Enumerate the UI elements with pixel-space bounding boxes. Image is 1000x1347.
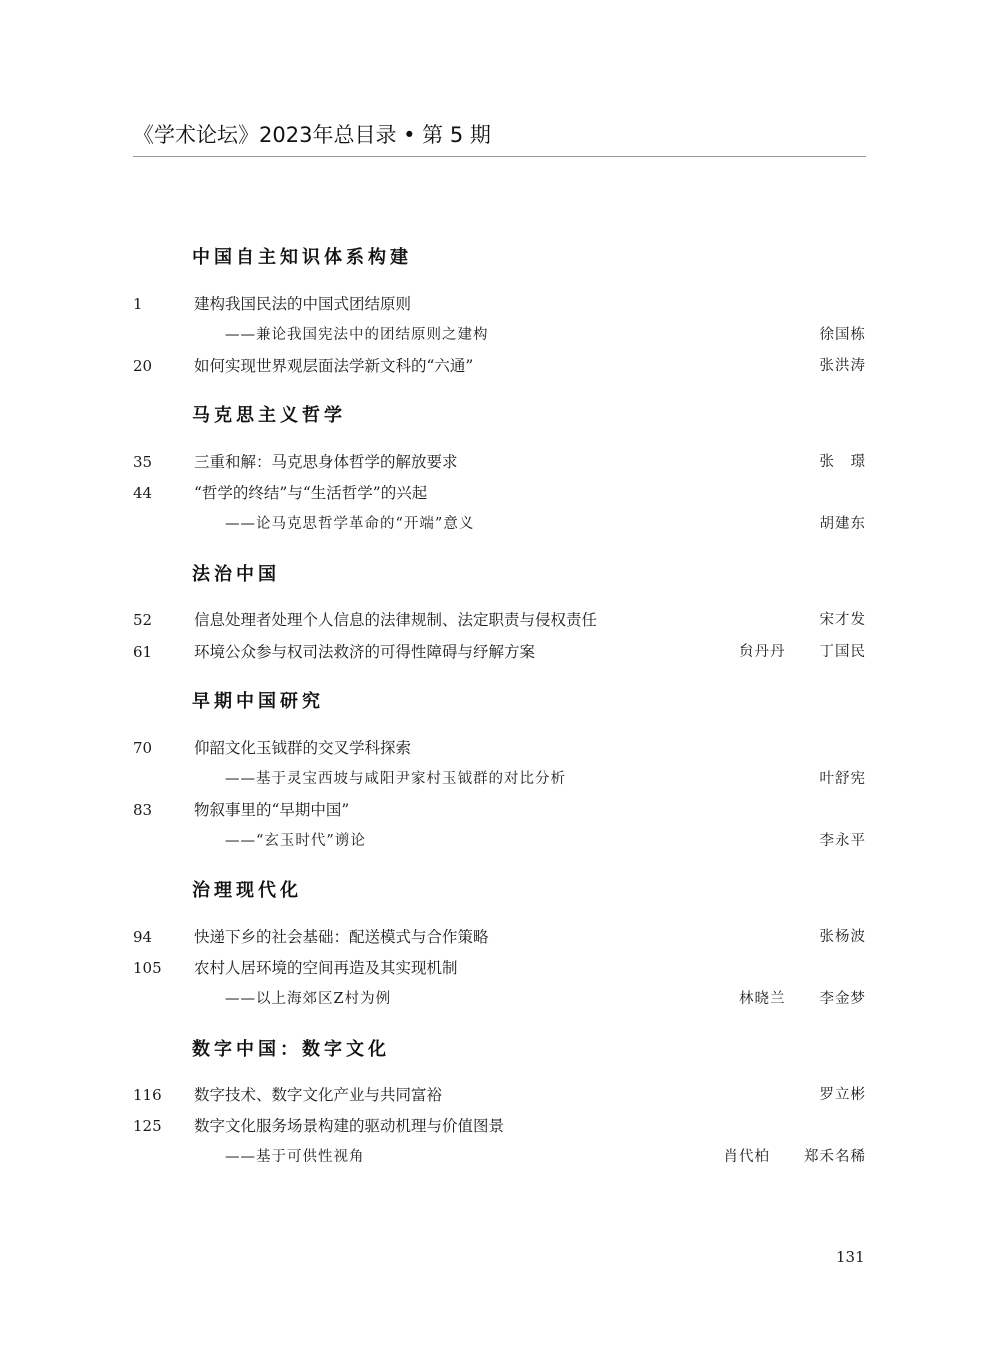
toc-entry-subtitle-row — [133, 829, 866, 853]
entry-page-number: 105 — [133, 959, 162, 977]
entry-authors — [820, 450, 867, 474]
running-header — [133, 120, 866, 157]
toc-entry — [133, 736, 866, 760]
toc-entry — [133, 798, 866, 822]
author-name: 李金梦 — [819, 991, 866, 1007]
entry-authors — [820, 323, 867, 347]
entry-subtitle: ——兼论我国宪法中的团结原则之建构 — [225, 327, 489, 343]
entry-title: 数字技术、数字文化产业与共同富裕 — [194, 1086, 443, 1104]
entry-page-number: 61 — [133, 643, 153, 661]
author-name: 张 璟 — [819, 454, 866, 470]
toc-entry — [133, 481, 866, 505]
author-name: 李永平 — [819, 833, 866, 849]
entry-subtitle: ——“玄玉时代”谫论 — [225, 833, 366, 849]
entry-page-number: 35 — [133, 453, 153, 471]
entry-title: 物叙事里的“早期中国” — [194, 801, 350, 819]
toc-entry — [133, 450, 866, 474]
section-title: 法治中国 — [192, 564, 280, 585]
author-name: 罗立彬 — [819, 1087, 866, 1103]
toc-entry — [133, 292, 866, 316]
entry-authors — [820, 608, 867, 632]
section-title: 早期中国研究 — [192, 691, 324, 712]
entry-subtitle: ——论马克思哲学革命的“开端”意义 — [225, 516, 475, 532]
entry-title: 数字文化服务场景构建的驱动机理与价值图景 — [194, 1117, 505, 1135]
toc-entry — [133, 956, 866, 980]
author-name: 叶舒宪 — [819, 771, 866, 787]
entry-page-number: 20 — [133, 357, 153, 375]
entry-title: “哲学的终结”与“生活哲学”的兴起 — [194, 484, 428, 502]
entry-page-number: 83 — [133, 801, 153, 819]
section-title: 治理现代化 — [192, 880, 302, 901]
entry-title: 农村人居环境的空间再造及其实现机制 — [194, 959, 458, 977]
author-name: 徐国栋 — [819, 327, 866, 343]
entry-authors — [820, 925, 867, 949]
entry-page-number: 1 — [133, 295, 143, 313]
author-name: 林晓兰 — [739, 991, 786, 1007]
toc-entry-subtitle-row — [133, 323, 866, 347]
entry-authors — [739, 640, 866, 664]
toc-entry-subtitle-row — [133, 987, 866, 1011]
entry-title: 仰韶文化玉钺群的交叉学科探索 — [194, 739, 412, 757]
section-title: 中国自主知识体系构建 — [192, 247, 412, 268]
entry-page-number: 44 — [133, 484, 153, 502]
entry-authors — [820, 354, 867, 378]
author-name: 胡建东 — [819, 516, 866, 532]
author-name: 贠丹丹 — [739, 644, 786, 660]
toc-entry — [133, 354, 866, 378]
entry-subtitle: ——以上海郊区Z村为例 — [225, 991, 392, 1007]
entry-page-number: 116 — [133, 1086, 162, 1104]
author-name: 丁国民 — [819, 644, 866, 660]
author-name: 张洪涛 — [819, 358, 866, 374]
entry-page-number: 94 — [133, 928, 153, 946]
toc-entry — [133, 1083, 866, 1107]
entry-authors — [820, 767, 867, 791]
page-number: 131 — [836, 1248, 865, 1266]
entry-authors — [820, 512, 867, 536]
author-name: 郑禾名稀 — [804, 1149, 866, 1165]
section-title: 数字中国：数字文化 — [192, 1039, 390, 1060]
toc-entry — [133, 608, 866, 632]
entry-title: 如何实现世界观层面法学新文科的“六通” — [194, 357, 474, 375]
entry-subtitle: ——基于灵宝西坡与咸阳尹家村玉钺群的对比分析 — [225, 771, 566, 787]
header-title: 《学术论坛》2023年总目录 • 第 5 期 — [133, 123, 491, 147]
toc-entry — [133, 925, 866, 949]
entry-authors — [739, 987, 866, 1011]
entry-authors — [820, 829, 867, 853]
toc-entry-subtitle-row — [133, 512, 866, 536]
toc-entry-subtitle-row — [133, 767, 866, 791]
entry-authors — [820, 1083, 867, 1107]
section-title: 马克思主义哲学 — [192, 405, 346, 426]
author-name: 张杨波 — [819, 929, 866, 945]
entry-title: 三重和解：马克思身体哲学的解放要求 — [194, 453, 458, 471]
entry-page-number: 52 — [133, 611, 153, 629]
entry-page-number: 125 — [133, 1117, 162, 1135]
entry-page-number: 70 — [133, 739, 153, 757]
author-name: 肖代柏 — [723, 1149, 770, 1165]
author-name: 宋才发 — [819, 612, 866, 628]
entry-title: 建构我国民法的中国式团结原则 — [194, 295, 412, 313]
toc-entry — [133, 1114, 866, 1138]
toc-entry — [133, 640, 866, 664]
entry-subtitle: ——基于可供性视角 — [225, 1149, 365, 1165]
entry-title: 信息处理者处理个人信息的法律规制、法定职责与侵权责任 — [194, 611, 598, 629]
toc-entry-subtitle-row — [133, 1145, 866, 1169]
entry-title: 环境公众参与权司法救济的可得性障碍与纾解方案 — [194, 643, 536, 661]
entry-title: 快递下乡的社会基础：配送模式与合作策略 — [194, 928, 489, 946]
entry-authors — [724, 1145, 867, 1169]
